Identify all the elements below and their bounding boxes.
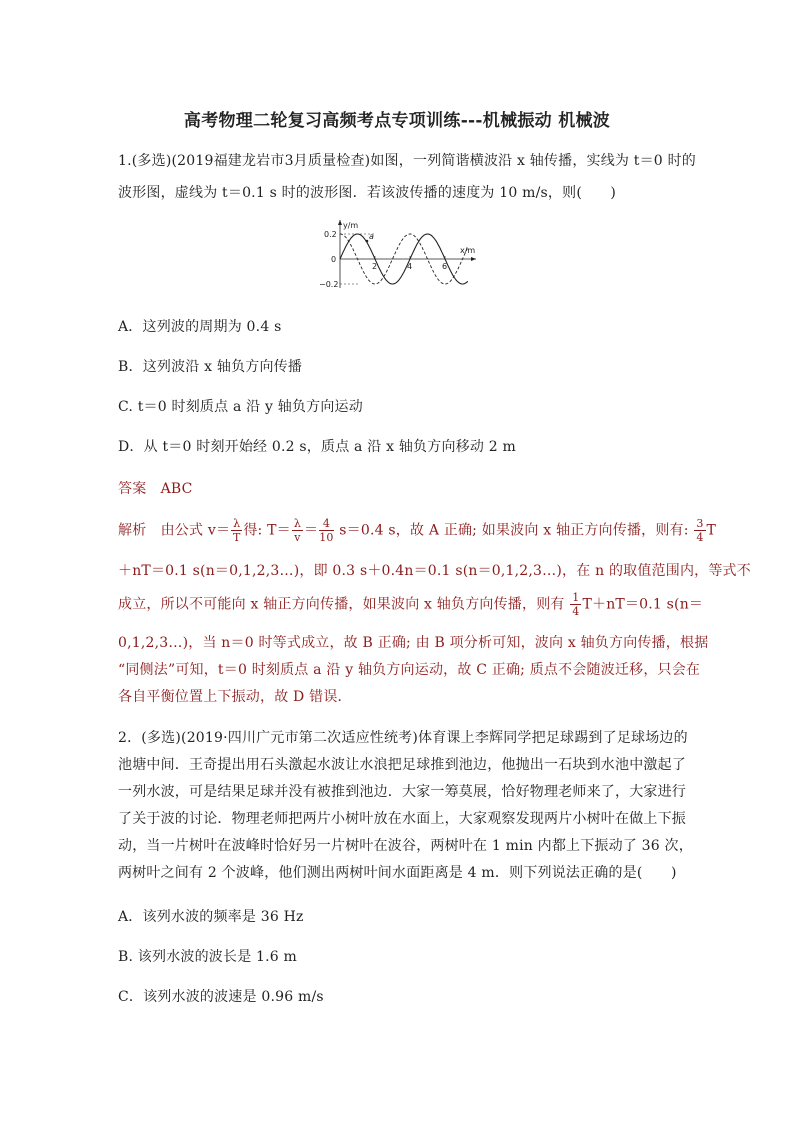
fraction-numerator: 3 (696, 517, 704, 530)
q2-option-c: C．该列水波的波速是 0.96 m/s (118, 989, 324, 1005)
fraction-numerator: 1 (572, 591, 580, 604)
x-tick-label-6: 6 (442, 262, 448, 271)
q1-analysis-line-4: 0,1,2,3…)，当 n＝0 时等式成立，故 B 正确; 由 B 项分析可知，波向 x 轴负方向传播，根据 (118, 635, 709, 651)
q2-stem-line-2: 池塘中间．王奇提出用石头激起水波让水浪把足球推到池边，他抛出一石块到水池中激起了 (118, 757, 686, 773)
fraction-numerator: λ (293, 517, 302, 530)
fraction-denominator: 4 (696, 531, 704, 544)
y-tick-label-pos: 0.2 (324, 230, 337, 239)
q1-option-a: A．这列波的周期为 0.4 s (118, 319, 282, 335)
fraction-3-over-4 (694, 518, 705, 543)
q2-stem-line-6: 两树叶之间有 2 个波峰，他们测出两树叶间水面距离是 4 m．则下列说法正确的是( ) (118, 865, 677, 881)
q1-stem-line-1: 1.(多选)(2019福建龙岩市3月质量检查)如图，一列简谐横波沿 x 轴传播，实线为 t＝0 时的 (118, 153, 696, 169)
analysis-text: T (706, 522, 717, 539)
analysis-text: 得: T＝ (243, 522, 291, 539)
q1-analysis-line-1 (118, 517, 717, 544)
analysis-text: 解析 由公式 v＝ (118, 522, 231, 539)
analysis-text: ＝ (304, 522, 319, 539)
y-tick-label-neg: −0.2 (319, 280, 339, 289)
q1-option-b: B．这列波沿 x 轴负方向传播 (118, 359, 303, 375)
q1-answer: 答案 ABC (118, 481, 193, 497)
x-axis-label: x/m (460, 246, 476, 255)
q1-analysis-line-6: 各自平衡位置上下振动，故 D 错误． (118, 689, 352, 705)
fraction-numerator: 4 (319, 518, 333, 531)
q2-stem-line-4: 了关于波的讨论．物理老师把两片小树叶放在水面上，大家观察发现两片小树叶在做上下振 (118, 811, 686, 827)
q1-analysis-line-2: ＋nT＝0.1 s(n＝0,1,2,3…)，即 0.3 s＋0.4n＝0.1 s(n＝0,1,2,3…)，在 n 的取值范围内，等式不 (118, 563, 751, 579)
fraction-denominator: v (294, 531, 301, 544)
point-a (366, 240, 369, 243)
q2-option-b: B. 该列水波的波长是 1.6 m (118, 949, 298, 965)
x-tick-label-4: 4 (407, 262, 413, 271)
y-axis-arrow (338, 220, 342, 225)
fraction-numerator: λ (233, 517, 241, 530)
analysis-text: 成立，所以不可能向 x 轴正方向传播，如果波向 x 轴负方向传播，则有 (118, 596, 570, 613)
page-title: 高考物理二轮复习高频考点专项训练---机械振动 机械波 (183, 111, 611, 131)
q2-stem-line-3: 一列水波，可是结果足球并没有被推到池边．大家一筹莫展，恰好物理老师来了，大家进行 (118, 784, 686, 800)
analysis-text: T＋nT＝0.1 s(n＝ (582, 596, 704, 613)
fraction-lambda-over-T (231, 518, 242, 543)
wave-figure (300, 214, 480, 294)
fraction-lambda-over-v (292, 518, 303, 543)
q1-analysis-line-5: “同侧法”可知，t＝0 时刻质点 a 沿 y 轴负方向运动，故 C 正确; 质点不会随波迁移，只会在 (118, 662, 701, 678)
y-tick-label-zero: 0 (331, 255, 337, 264)
q1-option-c: C. t＝0 时刻质点 a 沿 y 轴负方向运动 (118, 399, 363, 415)
x-tick-label-2: 2 (372, 262, 378, 271)
fraction-denominator: T (232, 531, 241, 544)
q1-stem-line-2: 波形图，虚线为 t＝0.1 s 时的波形图．若该波传播的速度为 10 m/s，则( ) (118, 185, 617, 201)
q1-analysis-line-3 (118, 591, 704, 618)
q1-option-d: D．从 t＝0 时刻开始经 0.2 s，质点 a 沿 x 轴负方向移动 2 m (118, 439, 516, 455)
fraction-4-over-10 (319, 518, 333, 543)
q2-stem-line-5: 动，当一片树叶在波峰时恰好另一片树叶在波谷，两树叶在 1 min 内都上下振动了 36 次， (118, 838, 693, 854)
y-axis-label: y/m (343, 221, 359, 230)
q2-stem-line-1: 2．(多选)(2019·四川广元市第二次适应性统考)体育课上李辉同学把足球踢到了足球场边的 (118, 730, 688, 746)
x-axis-arrow (471, 257, 476, 261)
fraction-denominator: 10 (319, 531, 334, 544)
q2-option-a: A．该列水波的频率是 36 Hz (118, 909, 304, 925)
fraction-1-over-4 (570, 592, 581, 617)
point-a-label: a (369, 232, 374, 241)
fraction-denominator: 4 (572, 605, 580, 618)
analysis-text: s＝0.4 s，故 A 正确; 如果波向 x 轴正方向传播，则有: (334, 522, 694, 539)
